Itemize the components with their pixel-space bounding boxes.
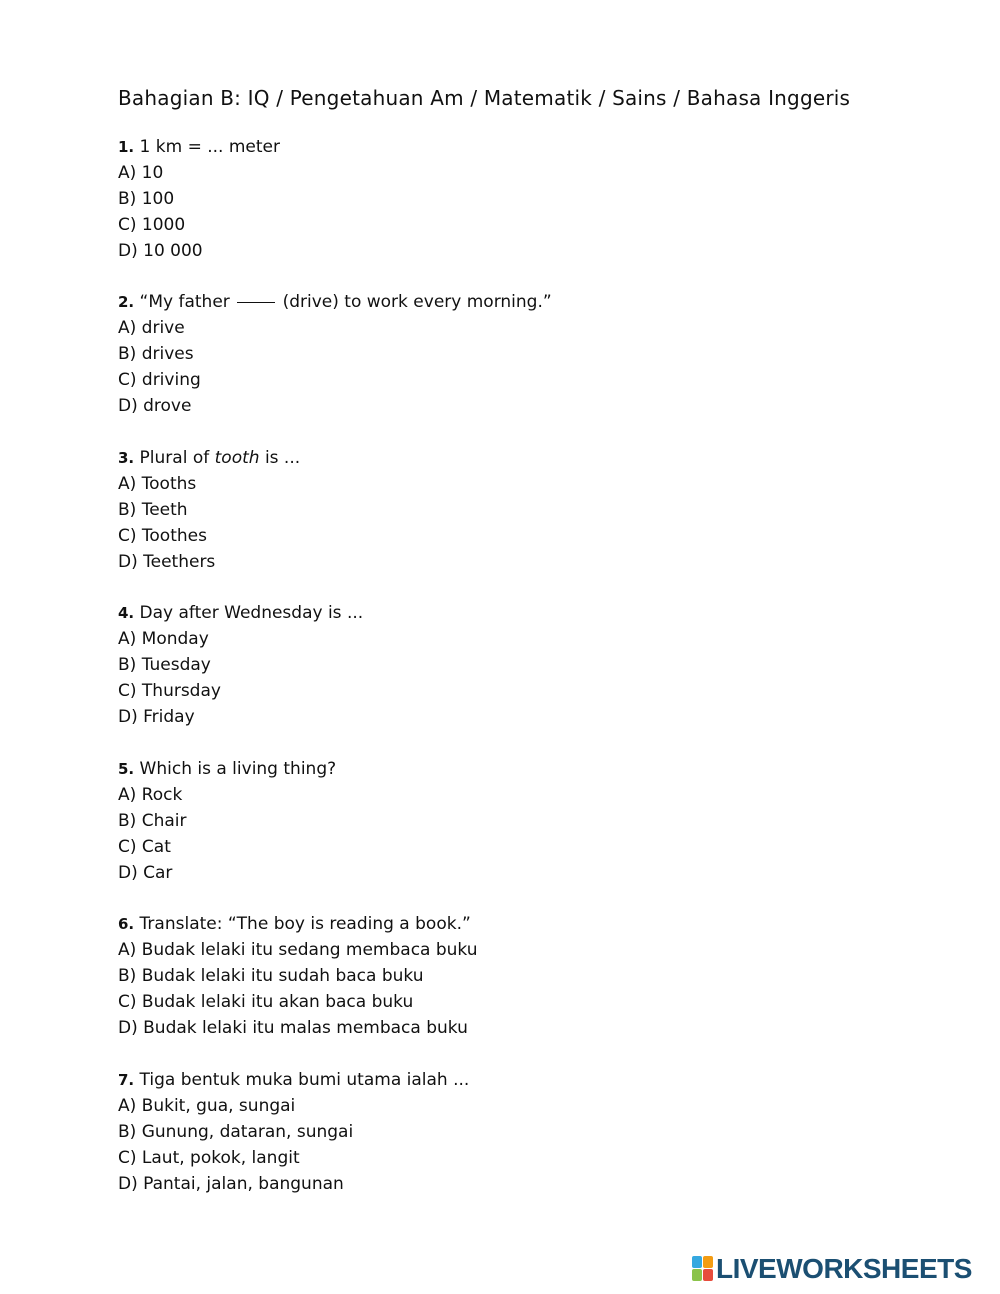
question-number: 5. <box>118 760 135 778</box>
question-4 <box>118 600 918 730</box>
option-d: D) Pantai, jalan, bangunan <box>118 1174 344 1194</box>
option-b: B) Tuesday <box>118 655 211 675</box>
question-7 <box>118 1067 918 1197</box>
question-number: 2. <box>118 293 135 311</box>
question-3 <box>118 445 918 575</box>
option-c: C) Toothes <box>118 526 207 546</box>
question-6 <box>118 911 918 1041</box>
question-1 <box>118 134 918 264</box>
option-d: D) drove <box>118 396 192 416</box>
question-number: 1. <box>118 138 135 156</box>
question-text: Which is a living thing? <box>134 759 337 779</box>
option-a: A) Monday <box>118 629 209 649</box>
option-b: B) 100 <box>118 189 175 209</box>
option-b: B) Budak lelaki itu sudah baca buku <box>118 966 424 986</box>
question-5 <box>118 756 918 886</box>
question-stem <box>118 911 918 937</box>
liveworksheets-logo <box>692 1254 972 1284</box>
option-d: D) Budak lelaki itu malas membaca buku <box>118 1018 468 1038</box>
question-stem <box>118 134 918 160</box>
question-number: 3. <box>118 449 135 467</box>
question-stem <box>118 600 918 626</box>
question-stem <box>118 1067 918 1093</box>
option-a: A) Budak lelaki itu sedang membaca buku <box>118 940 478 960</box>
question-text: “My father <box>134 292 236 312</box>
question-number: 4. <box>118 604 135 622</box>
question-text: Day after Wednesday is ... <box>134 603 364 623</box>
question-text: Tiga bentuk muka bumi utama ialah ... <box>134 1070 470 1090</box>
option-b: B) Teeth <box>118 500 188 520</box>
option-a: A) Rock <box>118 785 183 805</box>
option-c: C) Cat <box>118 837 171 857</box>
option-a: A) drive <box>118 318 185 338</box>
option-d: D) Friday <box>118 707 195 727</box>
option-d: D) Teethers <box>118 552 216 572</box>
option-c: C) Budak lelaki itu akan baca buku <box>118 992 414 1012</box>
option-b: B) drives <box>118 344 194 364</box>
question-stem <box>118 756 918 782</box>
question-text-italic: tooth <box>214 448 260 468</box>
option-c: C) 1000 <box>118 215 186 235</box>
option-a: A) Bukit, gua, sungai <box>118 1096 296 1116</box>
option-c: C) driving <box>118 370 201 390</box>
question-text-after: is ... <box>259 448 301 468</box>
logo-text: LIVEWORKSHEETS <box>716 1253 972 1284</box>
option-c: C) Thursday <box>118 681 221 701</box>
liveworksheets-logo-icon <box>692 1256 714 1282</box>
option-c: C) Laut, pokok, langit <box>118 1148 300 1168</box>
question-2 <box>118 289 918 419</box>
option-a: A) 10 <box>118 163 164 183</box>
option-d: D) Car <box>118 863 173 883</box>
option-b: B) Chair <box>118 811 187 831</box>
question-number: 6. <box>118 915 135 933</box>
question-text: Translate: “The boy is reading a book.” <box>134 914 471 934</box>
question-number: 7. <box>118 1071 135 1089</box>
option-a: A) Tooths <box>118 474 197 494</box>
answer-blank <box>237 301 275 303</box>
page-title: Bahagian B: IQ / Pengetahuan Am / Matematik / Sains / Bahasa Inggeris <box>118 86 851 110</box>
question-stem <box>118 289 918 315</box>
option-d: D) 10 000 <box>118 241 203 261</box>
question-stem <box>118 445 918 471</box>
question-text-after: (drive) to work every morning.” <box>277 292 552 312</box>
option-b: B) Gunung, dataran, sungai <box>118 1122 354 1142</box>
question-text: Plural of <box>134 448 215 468</box>
question-text: 1 km = ... meter <box>134 137 280 157</box>
